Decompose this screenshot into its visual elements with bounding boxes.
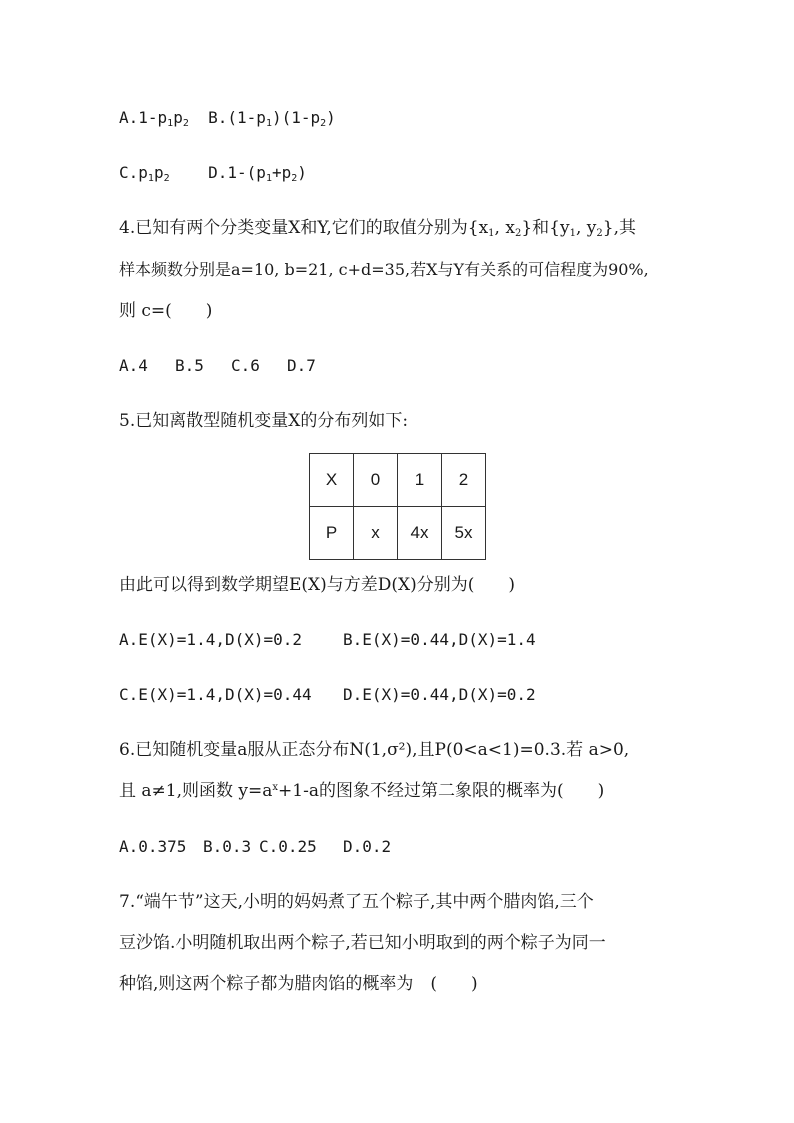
table-cell: X [310,454,354,507]
table-cell: 5x [442,507,486,560]
q5-option-c: C.E(X)=1.4,D(X)=0.44 [119,685,312,704]
q3-option-line-2 [119,162,307,184]
q6-option-c: C.0.25 [259,837,317,856]
distribution-table [309,453,486,560]
table-row-probabilities [310,507,486,560]
q4-option-d: D.7 [287,356,316,375]
q3-option-line-1 [119,107,336,129]
table-cell: 2 [442,454,486,507]
q6-option-d: D.0.2 [343,837,392,856]
q6-option-b: B.0.3 [203,837,252,856]
table-row-values [310,454,486,507]
q4-stem-line-2: 样本频数分别是a=10, b=21, c+d=35,若X与Y有关系的可信程度为90%, [119,260,649,279]
q4-option-a: A.4 [119,356,148,375]
q6-stem-line-1: 6.已知随机变量a服从正态分布N(1,σ²),且P(0<a<1)=0.3.若 a>0, [119,740,630,760]
table-cell: x [354,507,398,560]
q6-stem-line-2: 且 a≠1,则函数 $y=a^x+1-a$的图象不经过第二象限的概率为( ) [119,781,605,801]
q5-stem: 5.已知离散型随机变量X的分布列如下: [119,411,409,431]
q4-stem-line-3: 则 c=( ) [119,301,213,321]
table-cell: 0 [354,454,398,507]
table-cell: 1 [398,454,442,507]
q3-option-b: $B.(1-p_1)(1-p_2)$ [208,108,336,129]
q3-option-c: $C.p_1p_2$ [119,163,170,184]
q4-stem-line-1: 4.已知有两个分类变量X和Y,它们的取值分别为{$x_1$, $x_2$}和{$y_1$, $y_2$},其 [119,218,636,239]
q5-question: 由此可以得到数学期望E(X)与方差D(X)分别为( ) [119,575,516,595]
q6-option-a: A.0.375 [119,837,187,856]
q5-option-a: A.E(X)=1.4,D(X)=0.2 [119,630,303,649]
table-cell: 4x [398,507,442,560]
q4-option-b: B.5 [175,356,204,375]
q7-stem-line-2: 豆沙馅.小明随机取出两个粽子,若已知小明取到的两个粽子为同一 [119,933,606,953]
q4-option-c: C.6 [231,356,260,375]
q3-option-d: $D.1-(p_1+p_2)$ [208,163,307,184]
q3-option-a: $A.1-p_1p_2$ [119,108,189,129]
q7-stem-line-3: 种馅,则这两个粽子都为腊肉馅的概率为 ( ) [119,974,478,994]
q5-option-b: B.E(X)=0.44,D(X)=1.4 [343,630,536,649]
table-cell: P [310,507,354,560]
q7-stem-line-1: 7.“端午节”这天,小明的妈妈煮了五个粽子,其中两个腊肉馅,三个 [119,892,594,912]
q5-option-d: D.E(X)=0.44,D(X)=0.2 [343,685,536,704]
